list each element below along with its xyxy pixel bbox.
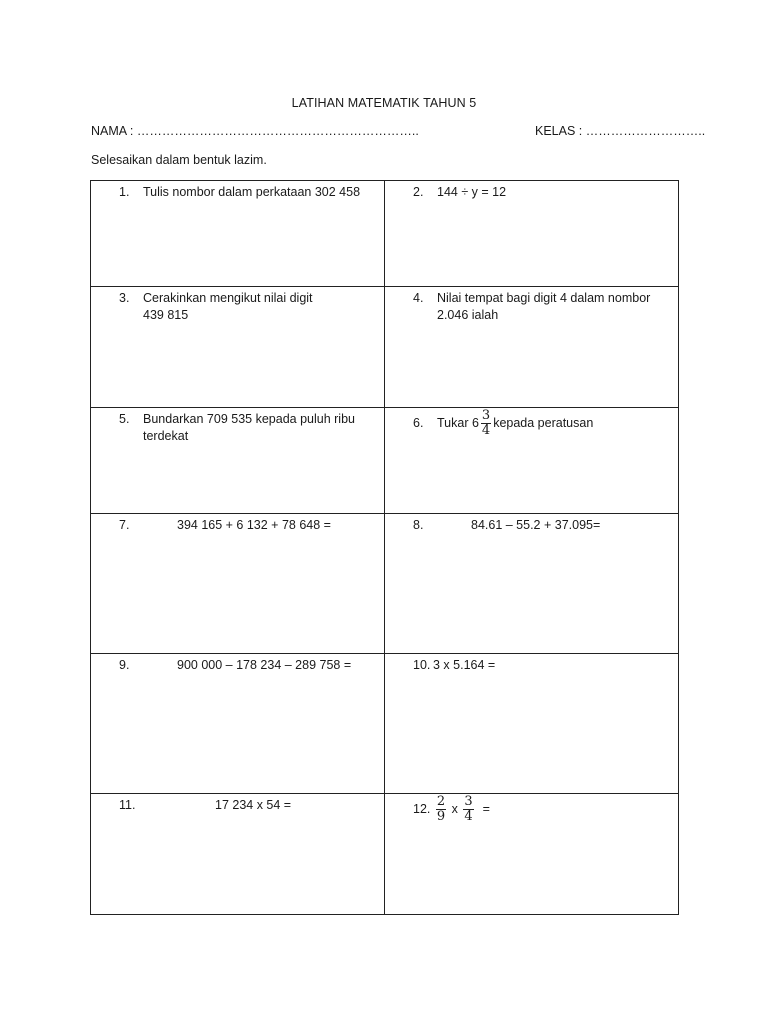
fraction-numerator: 3 [481,408,491,423]
question-text: 900 000 – 178 234 – 289 758 = [177,658,352,672]
fraction-denominator: 4 [481,423,491,438]
question-12 [413,795,490,824]
question-text-line2: 2.046 ialah [437,308,499,322]
question-text-line1: Cerakinkan mengikut nilai digit [143,291,313,305]
question-number: 9. [119,658,130,672]
question-text-pre: Tukar 6 [437,415,479,430]
instruction-text: Selesaikan dalam bentuk lazim. [91,153,267,167]
mixed-number-fraction [481,409,491,438]
question-number: 8. [413,518,424,532]
name-field-label: NAMA : ………………………………………………………….. [91,124,419,138]
question-3 [119,290,313,324]
question-text-line1: Bundarkan 709 535 kepada puluh ribu [143,412,355,426]
question-cell-4 [385,287,679,408]
question-cell-9 [91,654,385,794]
question-text: 17 234 x 54 = [215,798,292,812]
question-cell-7 [91,514,385,654]
worksheet-title: LATIHAN MATEMATIK TAHUN 5 [291,96,477,110]
question-cell-8 [385,514,679,654]
question-number: 2. [413,185,424,199]
question-cell-12 [385,794,679,915]
question-2 [413,184,506,201]
equals-sign: = [482,801,490,816]
question-number: 6. [413,415,424,430]
question-6 [413,409,593,438]
question-text: 144 ÷ y = 12 [437,185,507,199]
question-number: 12. [413,801,431,816]
question-text: 394 165 + 6 132 + 78 648 = [177,518,331,532]
question-4 [413,290,650,324]
class-field-label: KELAS : ……………………….. [535,124,706,138]
question-number: 1. [119,185,130,199]
question-cell-1 [91,181,385,287]
question-11 [119,797,291,814]
fraction-2 [463,795,473,824]
question-cell-5 [91,408,385,514]
question-cell-11 [91,794,385,915]
question-text-post: kepada peratusan [493,415,594,430]
question-number: 10. [413,658,431,672]
question-cell-6 [385,408,679,514]
question-text-line2: 439 815 [143,308,189,322]
question-text: 3 x 5.164 = [433,658,496,672]
fraction-denominator: 9 [436,809,446,824]
question-8 [413,517,600,534]
question-number: 4. [413,291,424,305]
fraction-numerator: 3 [464,794,473,809]
question-text: Tulis nombor dalam perkataan 302 458 [143,185,361,199]
fraction-numerator: 2 [436,794,446,809]
question-grid [90,180,679,915]
question-9 [119,657,351,674]
question-7 [119,517,331,534]
fraction-denominator: 4 [464,809,473,824]
question-cell-3 [91,287,385,408]
question-text-line2: terdekat [143,429,189,443]
question-10 [413,657,495,674]
question-cell-10 [385,654,679,794]
question-number: 7. [119,518,130,532]
question-number: 5. [119,412,130,426]
question-number: 3. [119,291,130,305]
multiply-operator: x [451,801,458,816]
question-cell-2 [385,181,679,287]
question-5 [119,411,355,445]
question-text-line1: Nilai tempat bagi digit 4 dalam nombor [437,291,651,305]
question-number: 11. [119,798,136,812]
question-text: 84.61 – 55.2 + 37.095= [471,518,601,532]
fraction-1 [436,795,446,824]
question-1 [119,184,360,201]
